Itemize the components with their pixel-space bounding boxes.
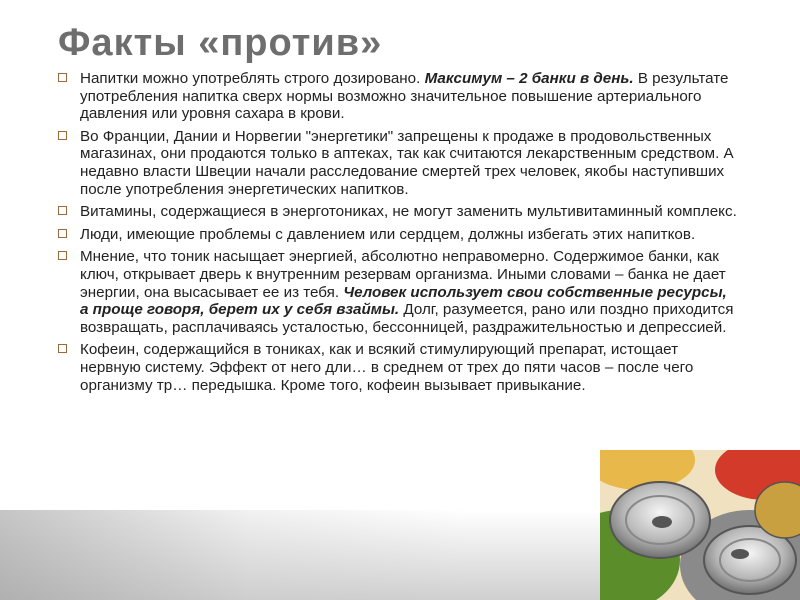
bullet-list [58,70,738,399]
item-text: Мнение, что тоник насыщает энергией, абсолютно неправомерно. Содержимое банки, как ключ, открывает дверь к внутренним резервам организма. Иными словами – банка не дает энергии, она высасывает ее из тебя. [80,248,726,301]
square-bullet-icon [58,229,67,238]
list-item [58,203,738,221]
item-text: Во Франции, Дании и Норвегии "энергетики" запрещены к продаже в продовольственных магазинах, они продаются только в аптеках, так как считаются лекарственным средством. А недавно власти Швеции начали расследование смертей трех человек, якобы наступивших после употребления энергетических напитков. [80,127,734,198]
list-item [58,70,738,123]
list-item [58,248,738,336]
square-bullet-icon [58,344,67,353]
square-bullet-icon [58,73,67,82]
item-text-after: В результате употребления напитка сверх нормы возможно значительное повышение артериального давления или уровня сахара в крови. [80,70,729,123]
item-emphasis: Человек использует свои собственные ресурсы, а проще говоря, берет их у себя взаймы. [80,283,727,319]
bottom-gradient-decoration [0,510,620,600]
item-emphasis: Максимум – 2 банки в день. [424,70,634,87]
square-bullet-icon [58,206,67,215]
item-text-after: Долг, разумеется, рано или поздно приходится возвращать, расплачиваясь усталостью, бессонницей, раздражительностью и депрессией. [80,301,734,336]
item-text: Люди, имеющие проблемы с давлением или сердцем, должны избегать этих напитков. [80,225,696,243]
energy-drink-cans-image [600,450,800,600]
item-text: Витамины, содержащиеся в энерготониках, не могут заменить мультивитаминный комплекс. [80,203,737,221]
list-item [58,128,738,198]
item-text: Кофеин, содержащийся в тониках, как и всякий стимулирующий препарат, истощает нервную систему. Эффект от него дли… в среднем от трех до пяти часов – после чего организму тр… передышка. Кроме того, кофеин вызывает привыкание. [80,341,694,394]
list-item [58,226,738,244]
item-text: Напитки можно употреблять строго дозировано. [80,70,425,87]
square-bullet-icon [58,131,67,140]
slide-title: Факты «против» [58,22,383,64]
list-item [58,341,738,394]
square-bullet-icon [58,251,67,260]
